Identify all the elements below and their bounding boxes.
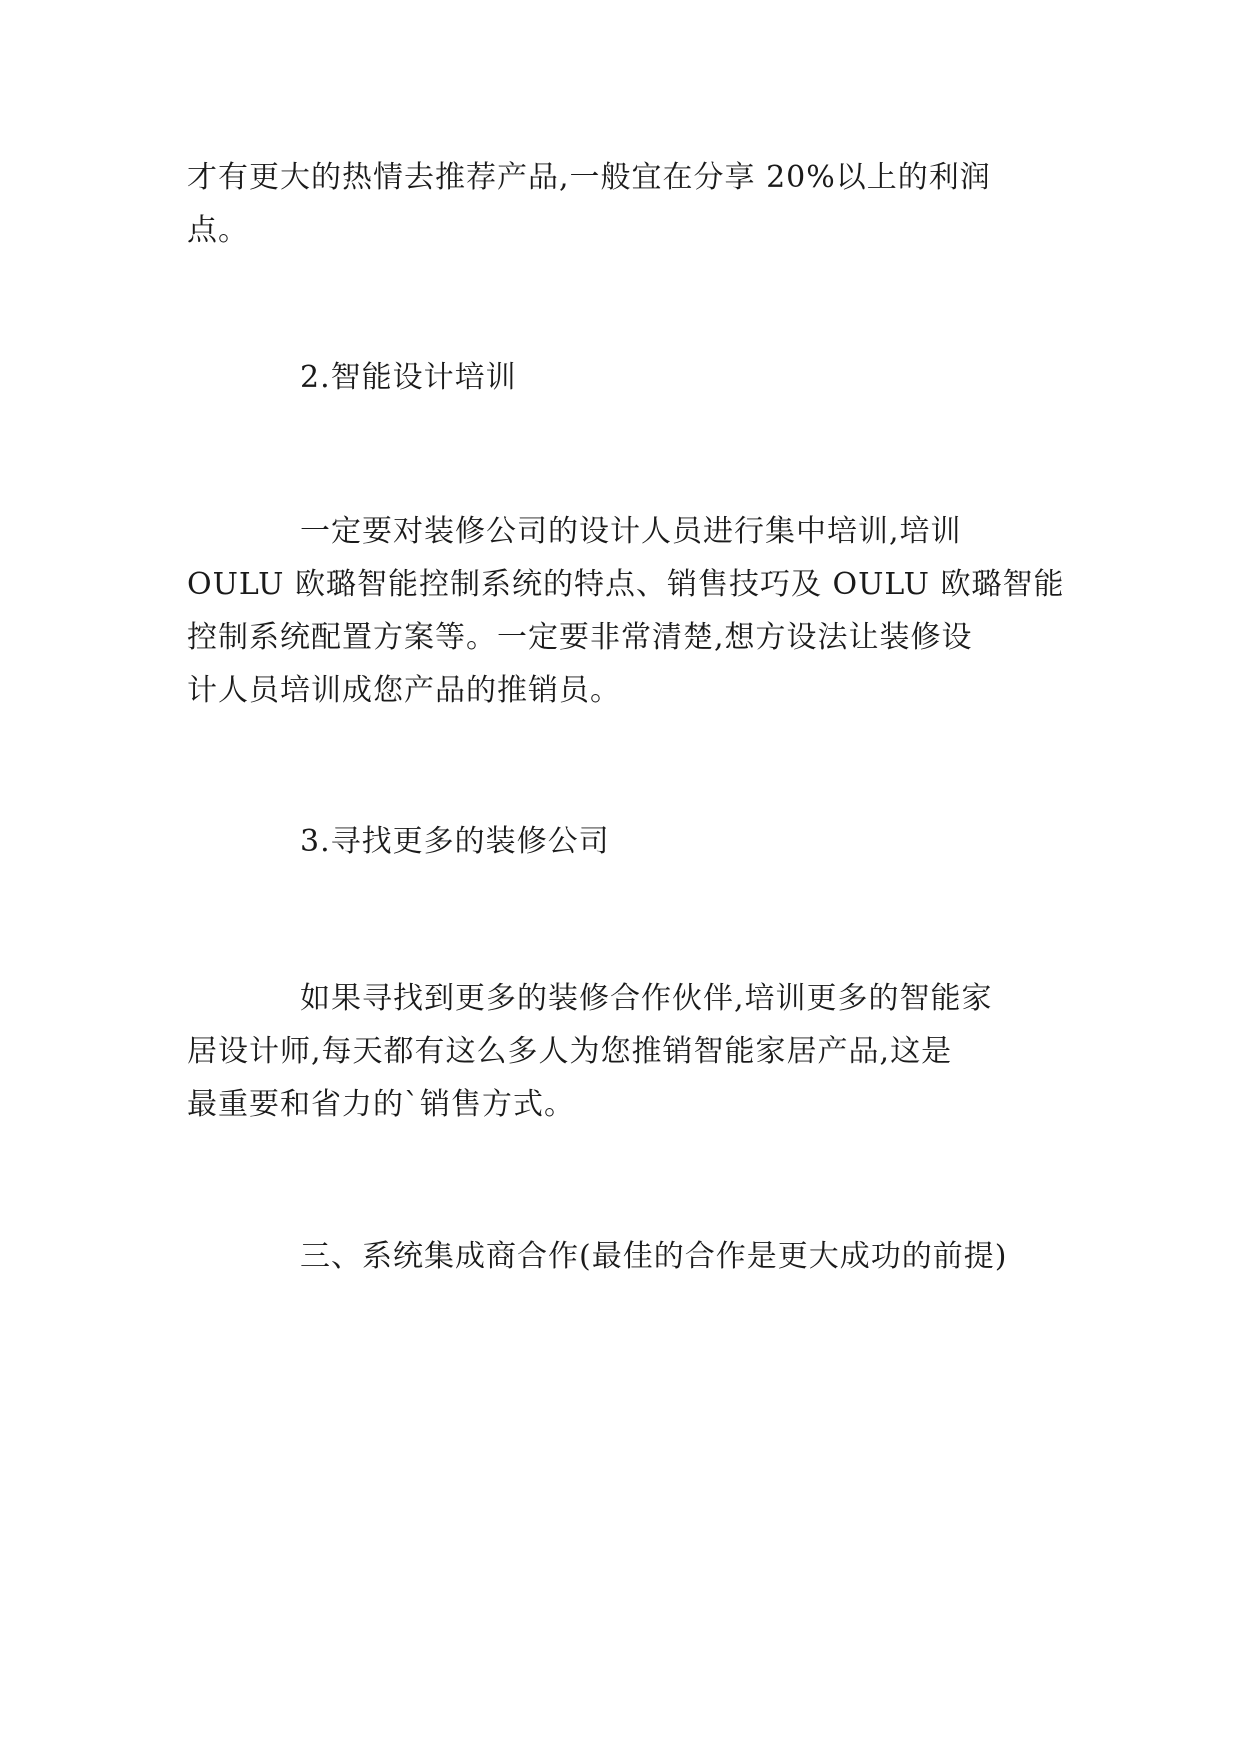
heading-text: 2.智能设计培训: [300, 360, 517, 395]
text-line: 控制系统配置方案等。一定要非常清楚,想方设法让装修设: [187, 620, 973, 655]
text-line: 计人员培训成您产品的推销员。: [187, 673, 621, 708]
text-line: 一定要对装修公司的设计人员进行集中培训,培训: [300, 514, 962, 549]
text-line: 才有更大的热情去推荐产品,一般宜在分享 20%以上的利润: [187, 160, 991, 195]
heading-find-companies: [187, 815, 1055, 868]
heading-text: 3.寻找更多的装修公司: [300, 824, 610, 859]
heading-text: 三、系统集成商合作(最佳的合作是更大成功的前提): [300, 1239, 1008, 1274]
section-heading-integrator: [187, 1230, 1055, 1283]
text-line: 最重要和省力的`销售方式。: [187, 1087, 575, 1122]
heading-design-training: [187, 351, 1055, 404]
text-line: 点。: [187, 213, 249, 248]
text-line: OULU 欧璐智能控制系统的特点、销售技巧及 OULU 欧璐智能: [187, 567, 1065, 602]
paragraph-find-companies: [187, 972, 1055, 1131]
text-line: 如果寻找到更多的装修合作伙伴,培训更多的智能家: [300, 981, 993, 1016]
text-line: 居设计师,每天都有这么多人为您推销智能家居产品,这是: [187, 1034, 953, 1069]
paragraph-profit-share: [187, 151, 1055, 257]
paragraph-design-training: [187, 505, 1065, 717]
